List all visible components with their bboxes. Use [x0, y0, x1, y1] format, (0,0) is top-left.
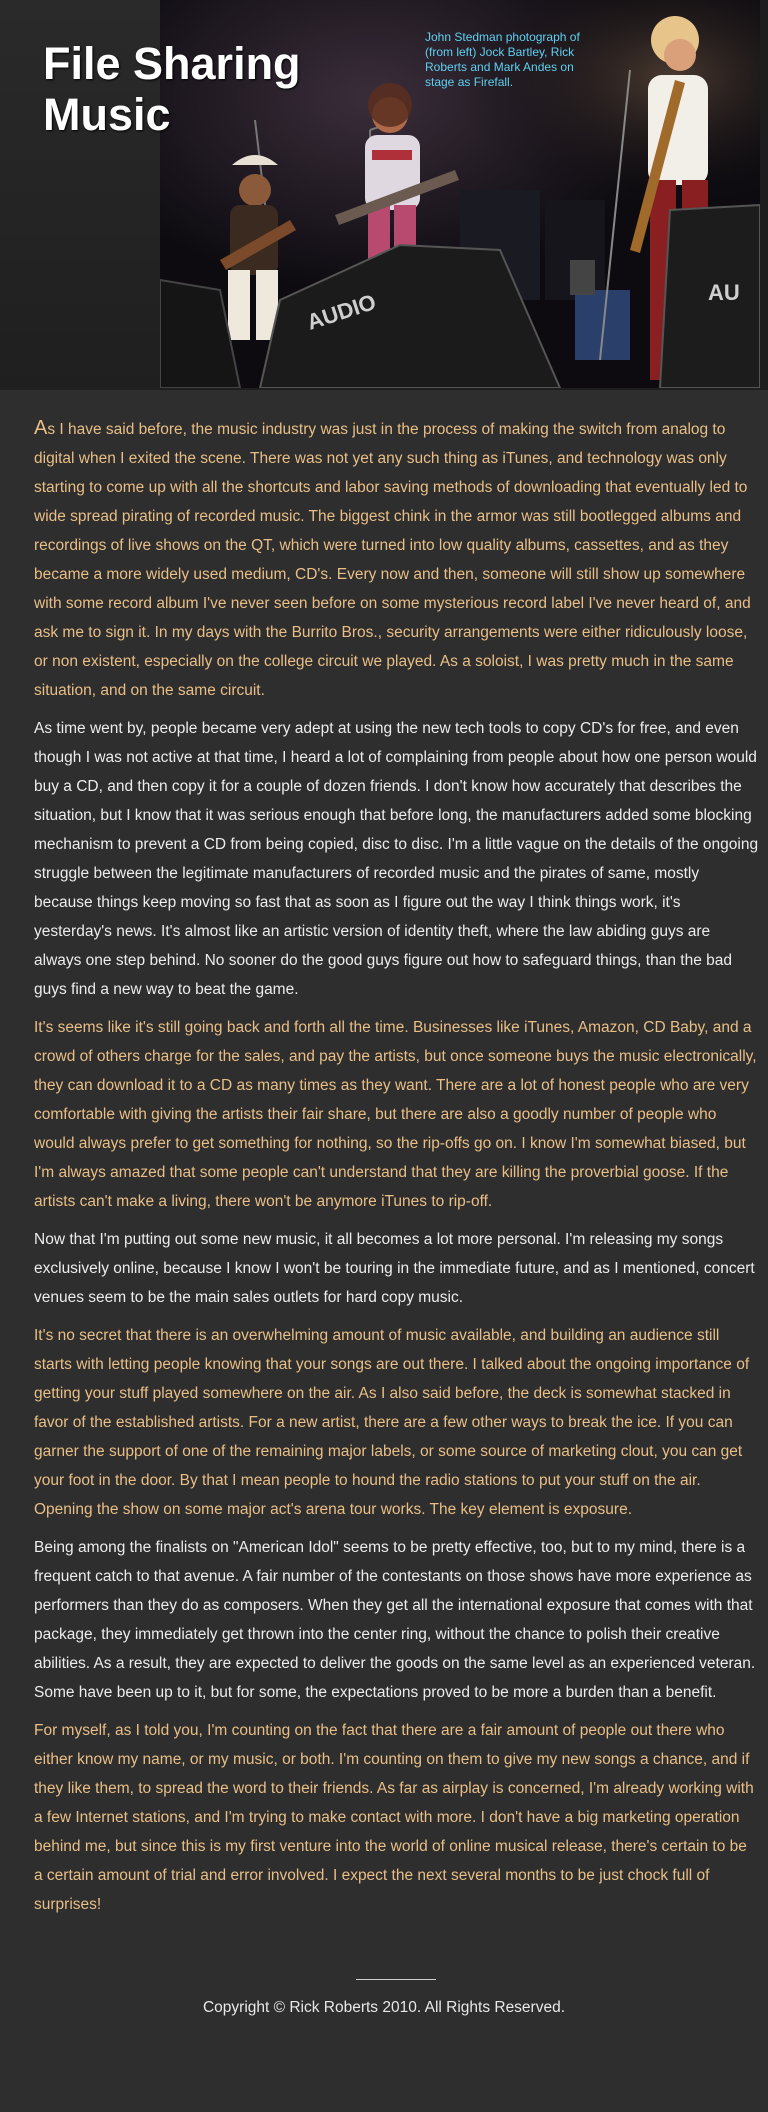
paragraph-6: Being among the finalists on "American Idol" seems to be pretty effective, too, but to my mind, there is a frequent catch to that avenue. A fair number of the contestants on those shows have more experience as performers than they do as composers. When they get all the international exposure that comes with that package, they immediately get thrown into the center ring, without the chance to polish their creative abilities. As a result, they are expected to deliver the goods on the same level as an experienced veteran. Some have been up to it, but for some, the expectations proved to be more a burden than a benefit. — [34, 1539, 756, 1701]
paragraph-3: It's seems like it's still going back and forth all the time. Businesses like iTunes, Amazon, CD Baby, and a crowd of others charge for the sales, and pay the artists, but once someone buys the music electronically, they can download it to a CD as many times as they want. There are a lot of honest people who are very comfortable with giving the artists their fair share, but there are also a goodly number of people who would always prefer to get something for nothing, so the rip-offs go on. I know I'm somewhat biased, but I'm always amazed that some people can't understand that they are killing the proverbial goose. If the artists can't make a living, there won't be anymore iTunes to rip-off. — [34, 1019, 757, 1210]
paragraph-1-initial: A — [34, 417, 48, 439]
paragraph-5: It's no secret that there is an overwhelming amount of music available, and building an audience still starts with letting people knowing that your songs are out there. I talked about the ongoing importance of getting your stuff played somewhere on the air. As I also said before, the deck is somewhat stacked in favor of the established artists. For a new artist, there are a few other ways to break the ice. If you can garner the support of one of the remaining major labels, or some source of marketing clout, you can get your foot in the door. By that I mean people to hound the radio stations to put your stuff on the air. Opening the show on some major act's arena tour works. The key element is exposure. — [34, 1327, 750, 1518]
article-body — [34, 414, 759, 1928]
photo-caption: John Stedman photograph of (from left) Jock Bartley, Rick Roberts and Mark Andes on stage as Firefall. — [425, 30, 580, 89]
paragraph-1-text: s I have said before, the music industry was just in the process of making the switch from analog to digital when I exited the scene. There was not yet any such thing as iTunes, and technology was only starting to come up with all the shortcuts and labor saving methods of downloading that eventually led to wide spread pirating of recorded music. The biggest chink in the armor was still bootlegged albums and recordings of live shows on the QT, which were turned into low quality albums, cassettes, and as they became a more widely used medium, CD's. Every now and then, someone will still show up somewhere with some record album I've never seen before on some mysterious record label I've never heard of, and ask me to sign it. In my days with the Burrito Bros., security arrangements were either ridiculously loose, or non existent, especially on the college circuit we played. As a soloist, I was pretty much in the same situation, and on the same circuit. — [34, 421, 751, 699]
paragraph-1 — [34, 414, 759, 705]
paragraph-2: As time went by, people became very adept at using the new tech tools to copy CD's for free, and even though I was not active at that time, I heard a lot of complaining from people about how one person would buy a CD, and then copy it for a couple of dozen friends. I don't know how accurately that describes the situation, but I know that it was serious enough that before long, the manufacturers added some blocking mechanism to prevent a CD from being copied, disc to disc. I'm a little vague on the details of the ongoing struggle between the legitimate manufacturers of recorded music and the pirates of same, mostly because things keep moving so fast that as soon as I figure out the way I think things work, it's yesterday's news. It's almost like an artistic version of identity theft, where the law abiding guys are always one step behind. No sooner do the good guys figure out how to safeguard things, than the bad guys find a new way to beat the game. — [34, 720, 759, 998]
paragraph-4: Now that I'm putting out some new music, it all becomes a lot more personal. I'm releasing my songs exclusively online, because I know I won't be touring in the immediate future, and as I mentioned, concert venues seem to be the main sales outlets for hard copy music. — [34, 1231, 755, 1306]
page-title: File Sharing Music — [43, 38, 301, 140]
stage-text-au: AU — [708, 280, 740, 305]
footer-divider — [356, 1979, 436, 1980]
paragraph-7: For myself, as I told you, I'm counting on the fact that there are a fair amount of people out there who either know my name, or my music, or both. I'm counting on them to give my new songs a chance, and if they like them, to spread the word to their friends. As far as airplay is concerned, I'm already working with a few Internet stations, and I'm trying to make contact with more. I don't have a big marketing operation behind me, but since this is my first venture into the world of online musical release, there's certain to be a certain amount of trial and error involved. I expect the next several months to be just chock full of surprises! — [34, 1722, 754, 1913]
copyright-notice: Copyright © Rick Roberts 2010. All Rights Reserved. — [202, 1999, 566, 2016]
header-banner — [0, 0, 768, 390]
stage-text-audio: AUDIO — [303, 289, 379, 335]
